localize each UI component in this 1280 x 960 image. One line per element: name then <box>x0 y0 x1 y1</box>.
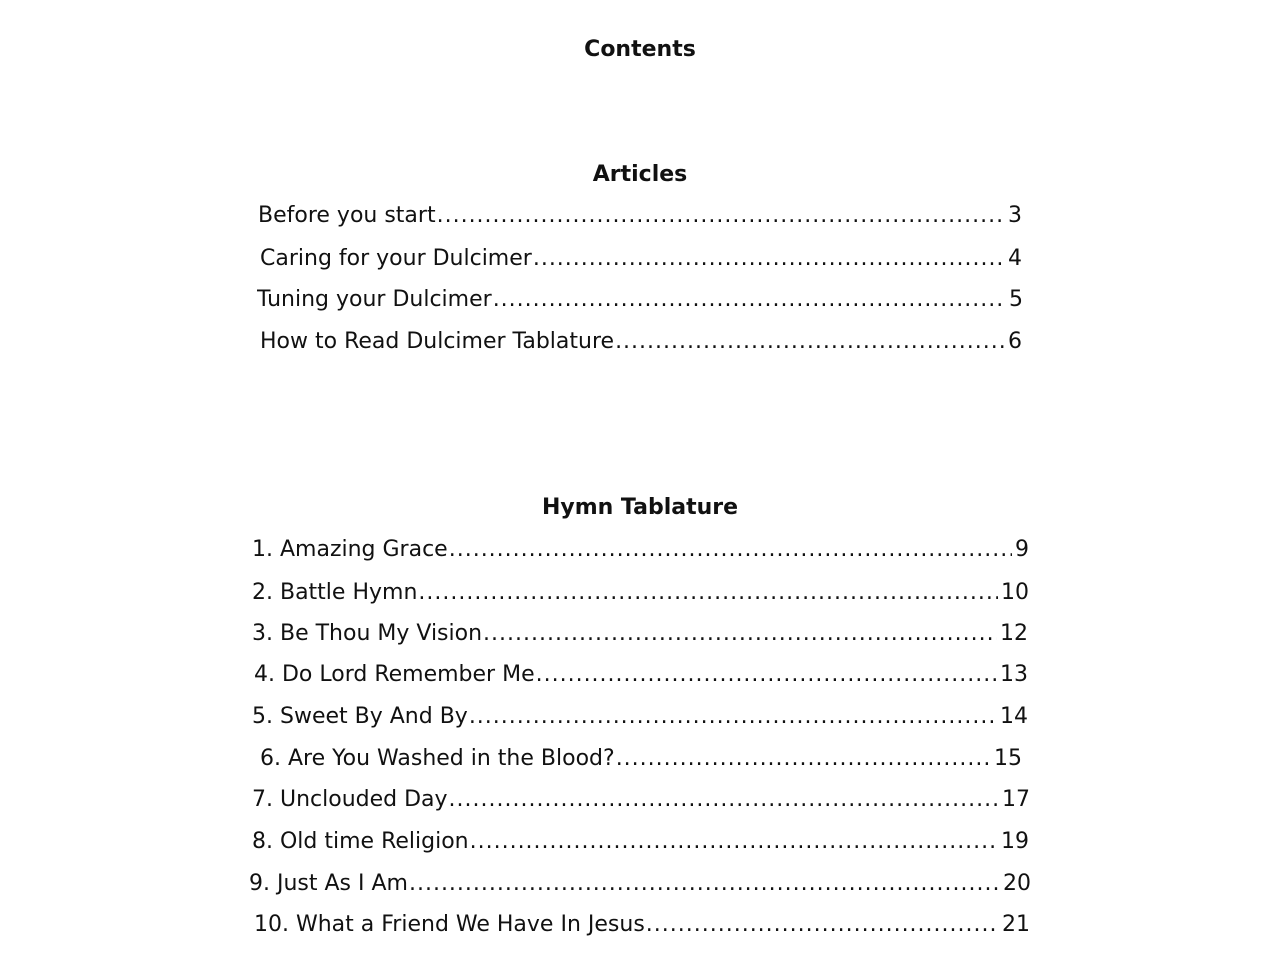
toc-entry-title: Caring for your Dulcimer <box>260 246 532 271</box>
toc-entry-page: 21 <box>1002 912 1030 937</box>
toc-entry <box>252 535 1029 565</box>
dot-leader <box>437 201 1005 231</box>
toc-entry <box>252 578 1029 608</box>
toc-entry-title: 10. What a Friend We Have In Jesus <box>254 912 645 937</box>
dot-leader <box>469 702 997 732</box>
toc-entry-page: 3 <box>1008 203 1022 228</box>
toc-entry-page: 15 <box>994 746 1022 771</box>
dot-leader <box>483 619 997 649</box>
toc-entry <box>260 327 1022 357</box>
section-heading-articles: Articles <box>592 162 688 187</box>
toc-entry-page: 20 <box>1003 871 1031 896</box>
toc-entry <box>258 201 1022 231</box>
toc-entry-title: Before you start <box>258 203 436 228</box>
toc-entry-title: 5. Sweet By And By <box>252 704 468 729</box>
toc-entry-title: How to Read Dulcimer Tablature <box>260 329 615 354</box>
toc-entry-page: 6 <box>1008 329 1022 354</box>
page-title: Contents <box>584 37 696 62</box>
toc-entry-title: 7. Unclouded Day <box>252 787 448 812</box>
toc-entry-title: Tuning your Dulcimer <box>257 287 492 312</box>
dot-leader <box>615 327 1005 357</box>
toc-entry-title: 3. Be Thou My Vision <box>252 621 483 646</box>
dot-leader <box>418 578 998 608</box>
toc-entry-page: 12 <box>1000 621 1028 646</box>
toc-entry-title: 6. Are You Washed in the Blood? <box>260 746 615 771</box>
dot-leader <box>493 285 1006 315</box>
toc-entry-page: 17 <box>1002 787 1030 812</box>
toc-entry <box>252 785 1030 815</box>
dot-leader <box>533 244 1005 274</box>
dot-leader <box>646 910 999 940</box>
section-heading-hymn-tablature: Hymn Tablature <box>541 495 739 520</box>
dot-leader <box>536 660 997 690</box>
toc-entry <box>252 619 1028 649</box>
toc-entry <box>252 702 1028 732</box>
toc-entry-page: 10 <box>1001 580 1029 605</box>
dot-leader <box>616 744 991 774</box>
toc-entry-page: 14 <box>1000 704 1028 729</box>
toc-entry <box>260 744 1022 774</box>
toc-entry <box>249 869 1031 899</box>
toc-entry-title: 2. Battle Hymn <box>252 580 418 605</box>
toc-entry-title: 8. Old time Religion <box>252 829 469 854</box>
dot-leader <box>449 785 999 815</box>
toc-entry-title: 4. Do Lord Remember Me <box>254 662 535 687</box>
toc-entry-page: 4 <box>1008 246 1022 271</box>
toc-entry-page: 9 <box>1015 537 1029 562</box>
toc-entry <box>257 285 1023 315</box>
dot-leader <box>449 535 1012 565</box>
toc-entry-title: 1. Amazing Grace <box>252 537 448 562</box>
toc-entry <box>252 827 1029 857</box>
toc-entry <box>254 910 1030 940</box>
toc-entry-page: 5 <box>1009 287 1023 312</box>
dot-leader <box>409 869 1000 899</box>
toc-entry-page: 19 <box>1001 829 1029 854</box>
toc-entry <box>254 660 1028 690</box>
dot-leader <box>470 827 998 857</box>
toc-entry <box>260 244 1022 274</box>
toc-entry-page: 13 <box>1000 662 1028 687</box>
toc-entry-title: 9. Just As I Am <box>249 871 408 896</box>
